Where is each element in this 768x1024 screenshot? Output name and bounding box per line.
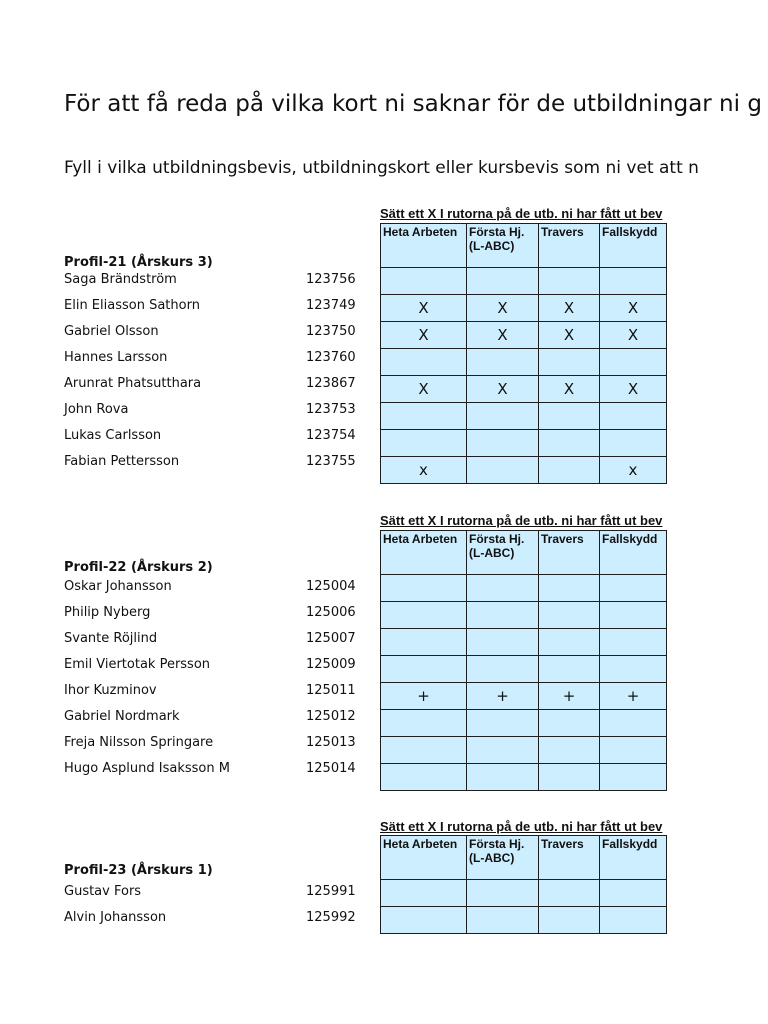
certificate-cell[interactable] (381, 575, 467, 602)
column-header: Heta Arbeten (381, 224, 467, 268)
student-id: 125991 (306, 884, 356, 899)
student-name: Oskar Johansson (64, 579, 172, 594)
certificate-cell[interactable] (600, 403, 667, 430)
column-header: Travers (539, 224, 600, 268)
column-header: Första Hj. (L-ABC) (467, 531, 539, 575)
page-subheading: Fyll i vilka utbildningsbevis, utbildningskort eller kursbevis som ni vet att n (64, 158, 699, 178)
student-id: 123755 (306, 454, 356, 469)
certificate-cell[interactable] (539, 602, 600, 629)
page-heading: För att få reda på vilka kort ni saknar för de utbildningar ni g (64, 91, 762, 117)
certificate-cell[interactable]: x (600, 457, 667, 484)
table-row (381, 376, 667, 403)
certificate-cell[interactable]: + (467, 683, 539, 710)
certificate-cell[interactable] (539, 656, 600, 683)
certificate-cell[interactable]: + (539, 683, 600, 710)
column-header: Heta Arbeten (381, 531, 467, 575)
student-id: 125013 (306, 735, 356, 750)
student-name: Elin Eliasson Sathorn (64, 298, 200, 313)
certificate-cell[interactable]: X (381, 295, 467, 322)
student-name: John Rova (64, 402, 129, 417)
student-id: 123750 (306, 324, 356, 339)
student-name: Svante Röjlind (64, 631, 158, 646)
table-row (381, 629, 667, 656)
certificate-cell[interactable] (539, 737, 600, 764)
table-row (381, 764, 667, 791)
table-row (381, 907, 667, 934)
student-name: Freja Nilsson Springare (64, 735, 214, 750)
certificate-cell[interactable] (381, 430, 467, 457)
certificate-cell[interactable] (467, 268, 539, 295)
student-id: 125006 (306, 605, 356, 620)
certificate-cell[interactable] (539, 403, 600, 430)
certificate-cell[interactable] (539, 349, 600, 376)
table-row (381, 656, 667, 683)
student-id: 123756 (306, 272, 356, 287)
student-name: Saga Brändström (64, 272, 177, 287)
certificate-cell[interactable] (600, 764, 667, 791)
certificate-cell[interactable] (600, 602, 667, 629)
student-id: 123867 (306, 376, 356, 391)
student-id: 125012 (306, 709, 356, 724)
certificate-cell[interactable] (600, 656, 667, 683)
student-id: 123754 (306, 428, 356, 443)
instruction-text: Sätt ett X I rutorna på de utb. ni har fått ut bev (380, 206, 663, 221)
certificate-cell[interactable] (381, 268, 467, 295)
student-id: 123760 (306, 350, 356, 365)
certificate-cell[interactable] (381, 737, 467, 764)
table-row (381, 575, 667, 602)
certificate-cell[interactable] (467, 575, 539, 602)
student-name: Emil Viertotak Persson (64, 657, 211, 672)
certificate-cell[interactable] (467, 656, 539, 683)
table-row (381, 322, 667, 349)
column-header: Första Hj. (L-ABC) (467, 224, 539, 268)
table-row (381, 295, 667, 322)
column-header: Heta Arbeten (381, 836, 467, 880)
column-header: Travers (539, 531, 600, 575)
table-row (381, 710, 667, 737)
table-row (381, 268, 667, 295)
column-header: Fallskydd (600, 836, 667, 880)
certificate-cell[interactable] (600, 907, 667, 934)
certificate-cell[interactable] (381, 629, 467, 656)
certificate-cell[interactable] (539, 880, 600, 907)
column-header: Travers (539, 836, 600, 880)
certificate-cell[interactable] (600, 268, 667, 295)
certificate-cell[interactable]: + (381, 683, 467, 710)
certificate-cell[interactable] (381, 349, 467, 376)
certificate-cell[interactable] (381, 710, 467, 737)
certificate-cell[interactable] (381, 602, 467, 629)
instruction-text: Sätt ett X I rutorna på de utb. ni har fått ut bev (380, 819, 663, 834)
certificate-cell[interactable]: X (600, 376, 667, 403)
table-row (381, 430, 667, 457)
table-row (381, 602, 667, 629)
table-row (381, 403, 667, 430)
certificate-cell[interactable]: X (467, 376, 539, 403)
student-name: Ihor Kuzminov (64, 683, 157, 698)
certificate-cell[interactable] (467, 602, 539, 629)
certificate-cell[interactable] (467, 880, 539, 907)
certificate-cell[interactable] (600, 737, 667, 764)
certificate-grid (380, 835, 667, 934)
certificate-cell[interactable]: X (467, 295, 539, 322)
certificate-cell[interactable] (381, 907, 467, 934)
certificate-cell[interactable] (467, 629, 539, 656)
table-row (381, 349, 667, 376)
student-name: Hannes Larsson (64, 350, 168, 365)
student-name: Gustav Fors (64, 884, 142, 899)
certificate-cell[interactable]: X (539, 322, 600, 349)
certificate-cell[interactable] (467, 710, 539, 737)
certificate-cell[interactable] (467, 737, 539, 764)
certificate-cell[interactable] (381, 764, 467, 791)
certificate-cell[interactable] (467, 457, 539, 484)
table-row (381, 457, 667, 484)
student-id: 125007 (306, 631, 356, 646)
column-header: Första Hj. (L-ABC) (467, 836, 539, 880)
profile-title: Profil-22 (Årskurs 2) (64, 560, 213, 575)
student-name: Fabian Pettersson (64, 454, 180, 469)
table-row (381, 683, 667, 710)
student-id: 125009 (306, 657, 356, 672)
student-name: Hugo Asplund Isaksson M (64, 761, 230, 776)
certificate-cell[interactable] (600, 349, 667, 376)
student-name: Arunrat Phatsutthara (64, 376, 202, 391)
student-name: Gabriel Nordmark (64, 709, 180, 724)
student-id: 125004 (306, 579, 356, 594)
certificate-cell[interactable] (600, 629, 667, 656)
student-name: Alvin Johansson (64, 910, 167, 925)
certificate-cell[interactable] (467, 907, 539, 934)
certificate-cell[interactable]: X (600, 295, 667, 322)
certificate-cell[interactable] (381, 880, 467, 907)
certificate-cell[interactable] (467, 430, 539, 457)
certificate-cell[interactable]: + (600, 683, 667, 710)
student-id: 123749 (306, 298, 356, 313)
certificate-cell[interactable] (539, 629, 600, 656)
certificate-cell[interactable]: X (600, 322, 667, 349)
certificate-cell[interactable] (539, 457, 600, 484)
student-id: 123753 (306, 402, 356, 417)
certificate-cell[interactable]: x (381, 457, 467, 484)
certificate-cell[interactable] (381, 403, 467, 430)
certificate-cell[interactable] (467, 403, 539, 430)
student-name: Gabriel Olsson (64, 324, 159, 339)
certificate-cell[interactable] (539, 710, 600, 737)
certificate-cell[interactable] (600, 430, 667, 457)
profile-title: Profil-21 (Årskurs 3) (64, 255, 213, 270)
certificate-cell[interactable] (467, 764, 539, 791)
certificate-cell[interactable]: X (467, 322, 539, 349)
student-id: 125014 (306, 761, 356, 776)
student-name: Philip Nyberg (64, 605, 151, 620)
profile-title: Profil-23 (Årskurs 1) (64, 863, 213, 878)
certificate-cell[interactable] (539, 430, 600, 457)
certificate-cell[interactable] (539, 268, 600, 295)
certificate-cell[interactable] (539, 575, 600, 602)
column-header: Fallskydd (600, 224, 667, 268)
certificate-grid (380, 530, 667, 791)
table-row (381, 880, 667, 907)
certificate-cell[interactable]: X (539, 376, 600, 403)
certificate-cell[interactable]: X (381, 322, 467, 349)
student-name: Lukas Carlsson (64, 428, 162, 443)
certificate-cell[interactable] (467, 349, 539, 376)
certificate-cell[interactable] (600, 575, 667, 602)
certificate-cell[interactable] (539, 907, 600, 934)
certificate-grid (380, 223, 667, 484)
certificate-cell[interactable] (600, 710, 667, 737)
instruction-text: Sätt ett X I rutorna på de utb. ni har fått ut bev (380, 513, 663, 528)
table-row (381, 737, 667, 764)
certificate-cell[interactable] (539, 764, 600, 791)
column-header: Fallskydd (600, 531, 667, 575)
student-id: 125011 (306, 683, 356, 698)
certificate-cell[interactable]: X (381, 376, 467, 403)
certificate-cell[interactable] (381, 656, 467, 683)
certificate-cell[interactable]: X (539, 295, 600, 322)
student-id: 125992 (306, 910, 356, 925)
certificate-cell[interactable] (600, 880, 667, 907)
